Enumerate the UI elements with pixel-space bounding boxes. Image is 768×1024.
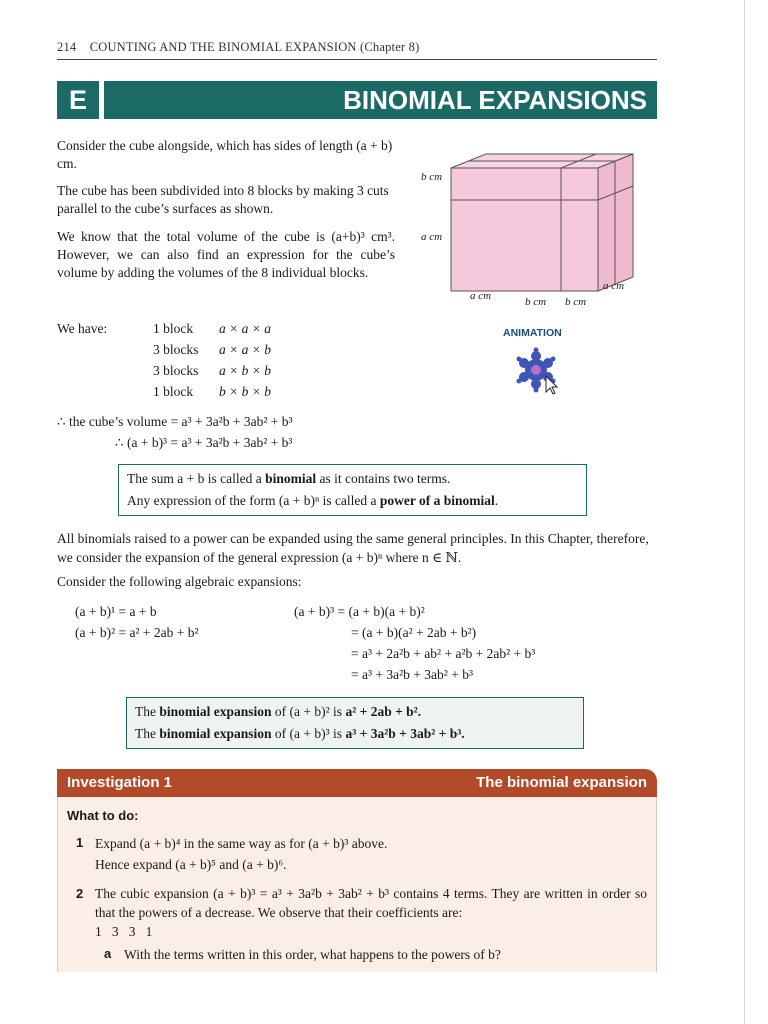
block-expr-2: a × a × b: [219, 342, 271, 357]
binomial-expansion-box: [126, 697, 584, 749]
block-expr-1: a × a × a: [219, 321, 271, 336]
blocks-lead: We have:: [57, 321, 108, 336]
page-number: 214: [57, 40, 77, 54]
definition-line-1: The sum a + b is called a binomial as it contains two terms.: [127, 471, 451, 486]
block-expr-3: a × b × b: [219, 363, 271, 378]
volume-line-1: ∴ the cube’s volume = a³ + 3a²b + 3ab² + b³: [57, 414, 293, 429]
block-count-2: 3 blocks: [153, 342, 199, 357]
question-2a-letter: a: [104, 946, 112, 961]
expansion-left-1: (a + b)¹ = a + b: [75, 604, 157, 619]
intro-paragraph-2: The cube has been subdivided into 8 blocks by making 3 cuts parallel to the cube’s surfaces as shown.: [57, 183, 389, 216]
question-2-coefficients: 1 3 3 1: [95, 924, 153, 939]
question-1-line-2: Hence expand (a + b)⁵ and (a + b)⁶.: [95, 857, 287, 872]
block-count-4: 1 block: [153, 384, 194, 399]
cube-label-b-bottom-1: b cm: [525, 296, 547, 308]
cube-label-b-left: b cm: [421, 171, 443, 183]
expansion-result-1: The binomial expansion of (a + b)² is a² + 2ab + b².: [135, 704, 422, 719]
intro-paragraph-3: We know that the total volume of the cube is (a+b)³ cm³. However, we can also find an expression for the cube’s volume by adding the volumes of the 8 individual blocks.: [57, 229, 395, 280]
question-1-line-1: Expand (a + b)⁴ in the same way as for (a + b)³ above.: [95, 836, 388, 851]
question-2-number: 2: [76, 886, 84, 901]
block-count-1: 1 block: [153, 321, 194, 336]
cube-label-a-bottom: a cm: [470, 290, 492, 302]
intro-paragraph-1: Consider the cube alongside, which has sides of length (a + b) cm.: [57, 138, 393, 171]
what-to-do-heading: What to do:: [67, 808, 139, 823]
definition-line-2: Any expression of the form (a + b)ⁿ is called a power of a binomial.: [127, 493, 499, 508]
investigation-title: Investigation 1: [67, 774, 173, 791]
animation-label[interactable]: ANIMATION: [503, 327, 562, 339]
running-title: COUNTING AND THE BINOMIAL EXPANSION (Chapter 8): [89, 40, 420, 54]
header-rule: [57, 59, 657, 60]
cube-front-face: [451, 168, 598, 291]
running-header: [57, 40, 419, 55]
volume-line-2: ∴ (a + b)³ = a³ + 3a²b + 3ab² + b³: [115, 435, 293, 450]
expansion-result-2: The binomial expansion of (a + b)³ is a³ + 3a²b + 3ab² + b³.: [135, 726, 465, 741]
section-title: BINOMIAL EXPANSIONS: [104, 81, 657, 119]
cube-label-a-left: a cm: [421, 231, 443, 243]
cube-label-b-bottom-2: b cm: [565, 296, 587, 308]
page-edge: [744, 0, 745, 1024]
expansions-intro: Consider the following algebraic expansions:: [57, 574, 302, 589]
question-2a-text: With the terms written in this order, what happens to the powers of b?: [124, 947, 501, 962]
cube-label-a-right: a cm: [603, 280, 625, 292]
expansion-right-2: = (a + b)(a² + 2ab + b²): [351, 625, 477, 640]
snowflake-icon[interactable]: [510, 344, 562, 396]
question-2-text: The cubic expansion (a + b)³ = a³ + 3a²b + 3ab² + b³ contains 4 terms. They are written in order so that the powers of a decrease. We observe that their coefficients are:: [95, 886, 647, 920]
binomial-definition-box: [118, 464, 587, 516]
cube-diagram: [415, 140, 645, 310]
general-paragraph: All binomials raised to a power can be expanded using the same general principles. In this Chapter, therefore, we consider the expansion of the general expression (a + b)ⁿ where n ∈ ℕ.: [57, 531, 649, 565]
expansion-right-1: (a + b)³ = (a + b)(a + b)²: [294, 604, 425, 619]
section-letter: E: [57, 81, 99, 119]
question-1-number: 1: [76, 835, 84, 850]
investigation-subtitle: The binomial expansion: [476, 774, 647, 791]
block-expr-4: b × b × b: [219, 384, 271, 399]
expansion-right-4: = a³ + 3a²b + 3ab² + b³: [351, 667, 473, 682]
expansion-left-2: (a + b)² = a² + 2ab + b²: [75, 625, 199, 640]
expansion-right-3: = a³ + 2a²b + ab² + a²b + 2ab² + b³: [351, 646, 536, 661]
block-count-3: 3 blocks: [153, 363, 199, 378]
investigation-header: [57, 769, 657, 797]
